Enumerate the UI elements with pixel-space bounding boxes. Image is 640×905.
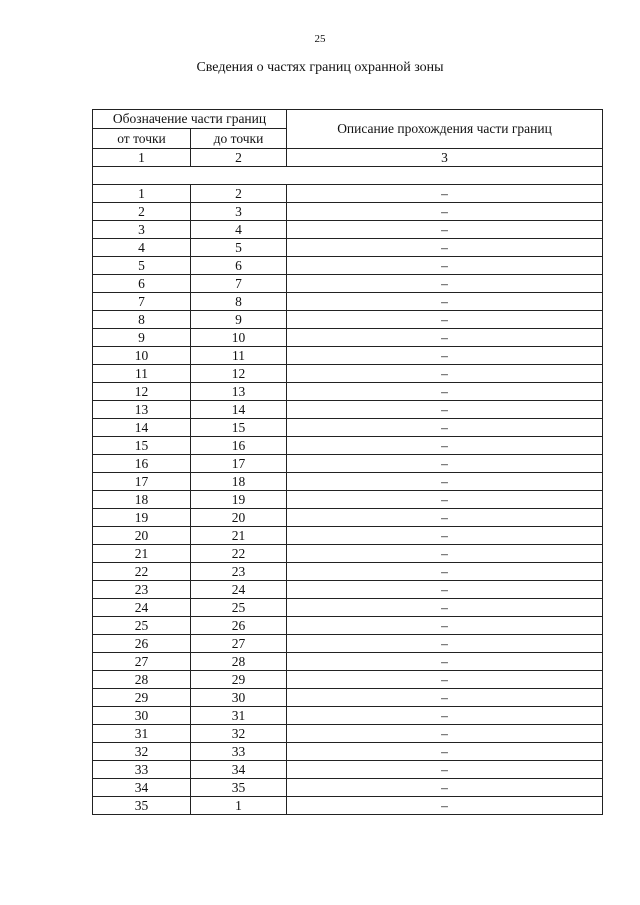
to-point-header: до точки [191,129,287,149]
from-point-cell: 12 [93,383,191,401]
table-row [93,743,603,761]
from-point-cell: 30 [93,707,191,725]
column-number-3: 3 [287,149,603,167]
from-point-cell: 10 [93,347,191,365]
to-point-cell: 16 [191,437,287,455]
from-point-cell: 18 [93,491,191,509]
from-point-cell: 15 [93,437,191,455]
table-row [93,257,603,275]
description-cell: – [287,239,603,257]
to-point-cell: 21 [191,527,287,545]
description-cell: – [287,365,603,383]
to-point-cell: 15 [191,419,287,437]
table-row [93,437,603,455]
from-point-cell: 6 [93,275,191,293]
to-point-cell: 17 [191,455,287,473]
table-row [93,401,603,419]
page-number: 25 [314,33,326,45]
table-row [93,527,603,545]
to-point-cell: 26 [191,617,287,635]
from-point-cell: 19 [93,509,191,527]
from-point-cell: 21 [93,545,191,563]
description-cell: – [287,347,603,365]
description-cell: – [287,491,603,509]
description-cell: – [287,725,603,743]
table-row [93,545,603,563]
table-row [93,725,603,743]
table-row [93,347,603,365]
header-row-1 [93,110,603,129]
to-point-cell: 13 [191,383,287,401]
to-point-cell: 19 [191,491,287,509]
table-row [93,293,603,311]
to-point-cell: 3 [191,203,287,221]
to-point-cell: 24 [191,581,287,599]
description-cell: – [287,221,603,239]
description-cell: – [287,383,603,401]
description-cell: – [287,671,603,689]
table-row [93,419,603,437]
description-cell: – [287,401,603,419]
from-point-cell: 13 [93,401,191,419]
from-point-cell: 4 [93,239,191,257]
to-point-cell: 34 [191,761,287,779]
table-row [93,203,603,221]
description-cell: – [287,653,603,671]
table-row [93,563,603,581]
description-cell: – [287,293,603,311]
from-point-cell: 23 [93,581,191,599]
to-point-cell: 1 [191,797,287,815]
to-point-cell: 6 [191,257,287,275]
from-point-cell: 20 [93,527,191,545]
table-body [93,167,603,815]
from-point-cell: 16 [93,455,191,473]
to-point-cell: 33 [191,743,287,761]
document-title: Сведения о частях границ охранной зоны [196,60,444,75]
description-cell: – [287,185,603,203]
to-point-cell: 25 [191,599,287,617]
to-point-cell: 32 [191,725,287,743]
to-point-cell: 35 [191,779,287,797]
from-point-cell: 25 [93,617,191,635]
description-cell: – [287,329,603,347]
to-point-cell: 5 [191,239,287,257]
description-cell: – [287,419,603,437]
blank-row [93,167,603,185]
table-row [93,617,603,635]
to-point-cell: 28 [191,653,287,671]
description-cell: – [287,527,603,545]
description-cell: – [287,797,603,815]
table-row [93,581,603,599]
from-point-cell: 7 [93,293,191,311]
table-row [93,635,603,653]
table-row [93,653,603,671]
table-row [93,779,603,797]
description-cell: – [287,509,603,527]
to-point-cell: 22 [191,545,287,563]
boundary-parts-table [92,109,603,815]
description-cell: – [287,635,603,653]
to-point-cell: 8 [191,293,287,311]
table-row [93,761,603,779]
from-point-cell: 8 [93,311,191,329]
to-point-cell: 12 [191,365,287,383]
from-point-cell: 32 [93,743,191,761]
from-point-cell: 17 [93,473,191,491]
from-point-cell: 26 [93,635,191,653]
from-point-cell: 14 [93,419,191,437]
table-row [93,329,603,347]
designation-header: Обозначение части границ [93,110,287,129]
table-row [93,671,603,689]
to-point-cell: 11 [191,347,287,365]
to-point-cell: 4 [191,221,287,239]
description-cell: – [287,761,603,779]
column-number-row [93,149,603,167]
from-point-cell: 3 [93,221,191,239]
table-row [93,383,603,401]
table-row [93,491,603,509]
to-point-cell: 10 [191,329,287,347]
to-point-cell: 7 [191,275,287,293]
from-point-cell: 9 [93,329,191,347]
table-row [93,311,603,329]
description-cell: – [287,311,603,329]
description-header: Описание прохождения части границ [287,110,603,149]
to-point-cell: 14 [191,401,287,419]
table-row [93,275,603,293]
from-point-cell: 31 [93,725,191,743]
to-point-cell: 23 [191,563,287,581]
from-point-cell: 5 [93,257,191,275]
from-point-cell: 35 [93,797,191,815]
description-cell: – [287,581,603,599]
description-cell: – [287,275,603,293]
to-point-cell: 29 [191,671,287,689]
table-row [93,455,603,473]
to-point-cell: 9 [191,311,287,329]
from-point-cell: 27 [93,653,191,671]
table-row [93,365,603,383]
to-point-cell: 30 [191,689,287,707]
table-row [93,185,603,203]
table-row [93,221,603,239]
from-point-cell: 29 [93,689,191,707]
to-point-cell: 2 [191,185,287,203]
from-point-cell: 2 [93,203,191,221]
description-cell: – [287,707,603,725]
description-cell: – [287,563,603,581]
description-cell: – [287,203,603,221]
from-point-cell: 11 [93,365,191,383]
to-point-cell: 20 [191,509,287,527]
to-point-cell: 27 [191,635,287,653]
column-number-2: 2 [191,149,287,167]
from-point-cell: 24 [93,599,191,617]
blank-cell [93,167,603,185]
description-cell: – [287,545,603,563]
description-cell: – [287,599,603,617]
from-point-cell: 34 [93,779,191,797]
from-point-cell: 1 [93,185,191,203]
to-point-cell: 31 [191,707,287,725]
from-point-cell: 33 [93,761,191,779]
from-point-header: от точки [93,129,191,149]
description-cell: – [287,437,603,455]
from-point-cell: 28 [93,671,191,689]
table-row [93,797,603,815]
description-cell: – [287,455,603,473]
description-cell: – [287,779,603,797]
table-row [93,239,603,257]
from-point-cell: 22 [93,563,191,581]
table-row [93,473,603,491]
column-number-1: 1 [93,149,191,167]
description-cell: – [287,689,603,707]
table-row [93,707,603,725]
table-row [93,689,603,707]
table-row [93,599,603,617]
description-cell: – [287,257,603,275]
description-cell: – [287,743,603,761]
description-cell: – [287,617,603,635]
to-point-cell: 18 [191,473,287,491]
description-cell: – [287,473,603,491]
table-row [93,509,603,527]
